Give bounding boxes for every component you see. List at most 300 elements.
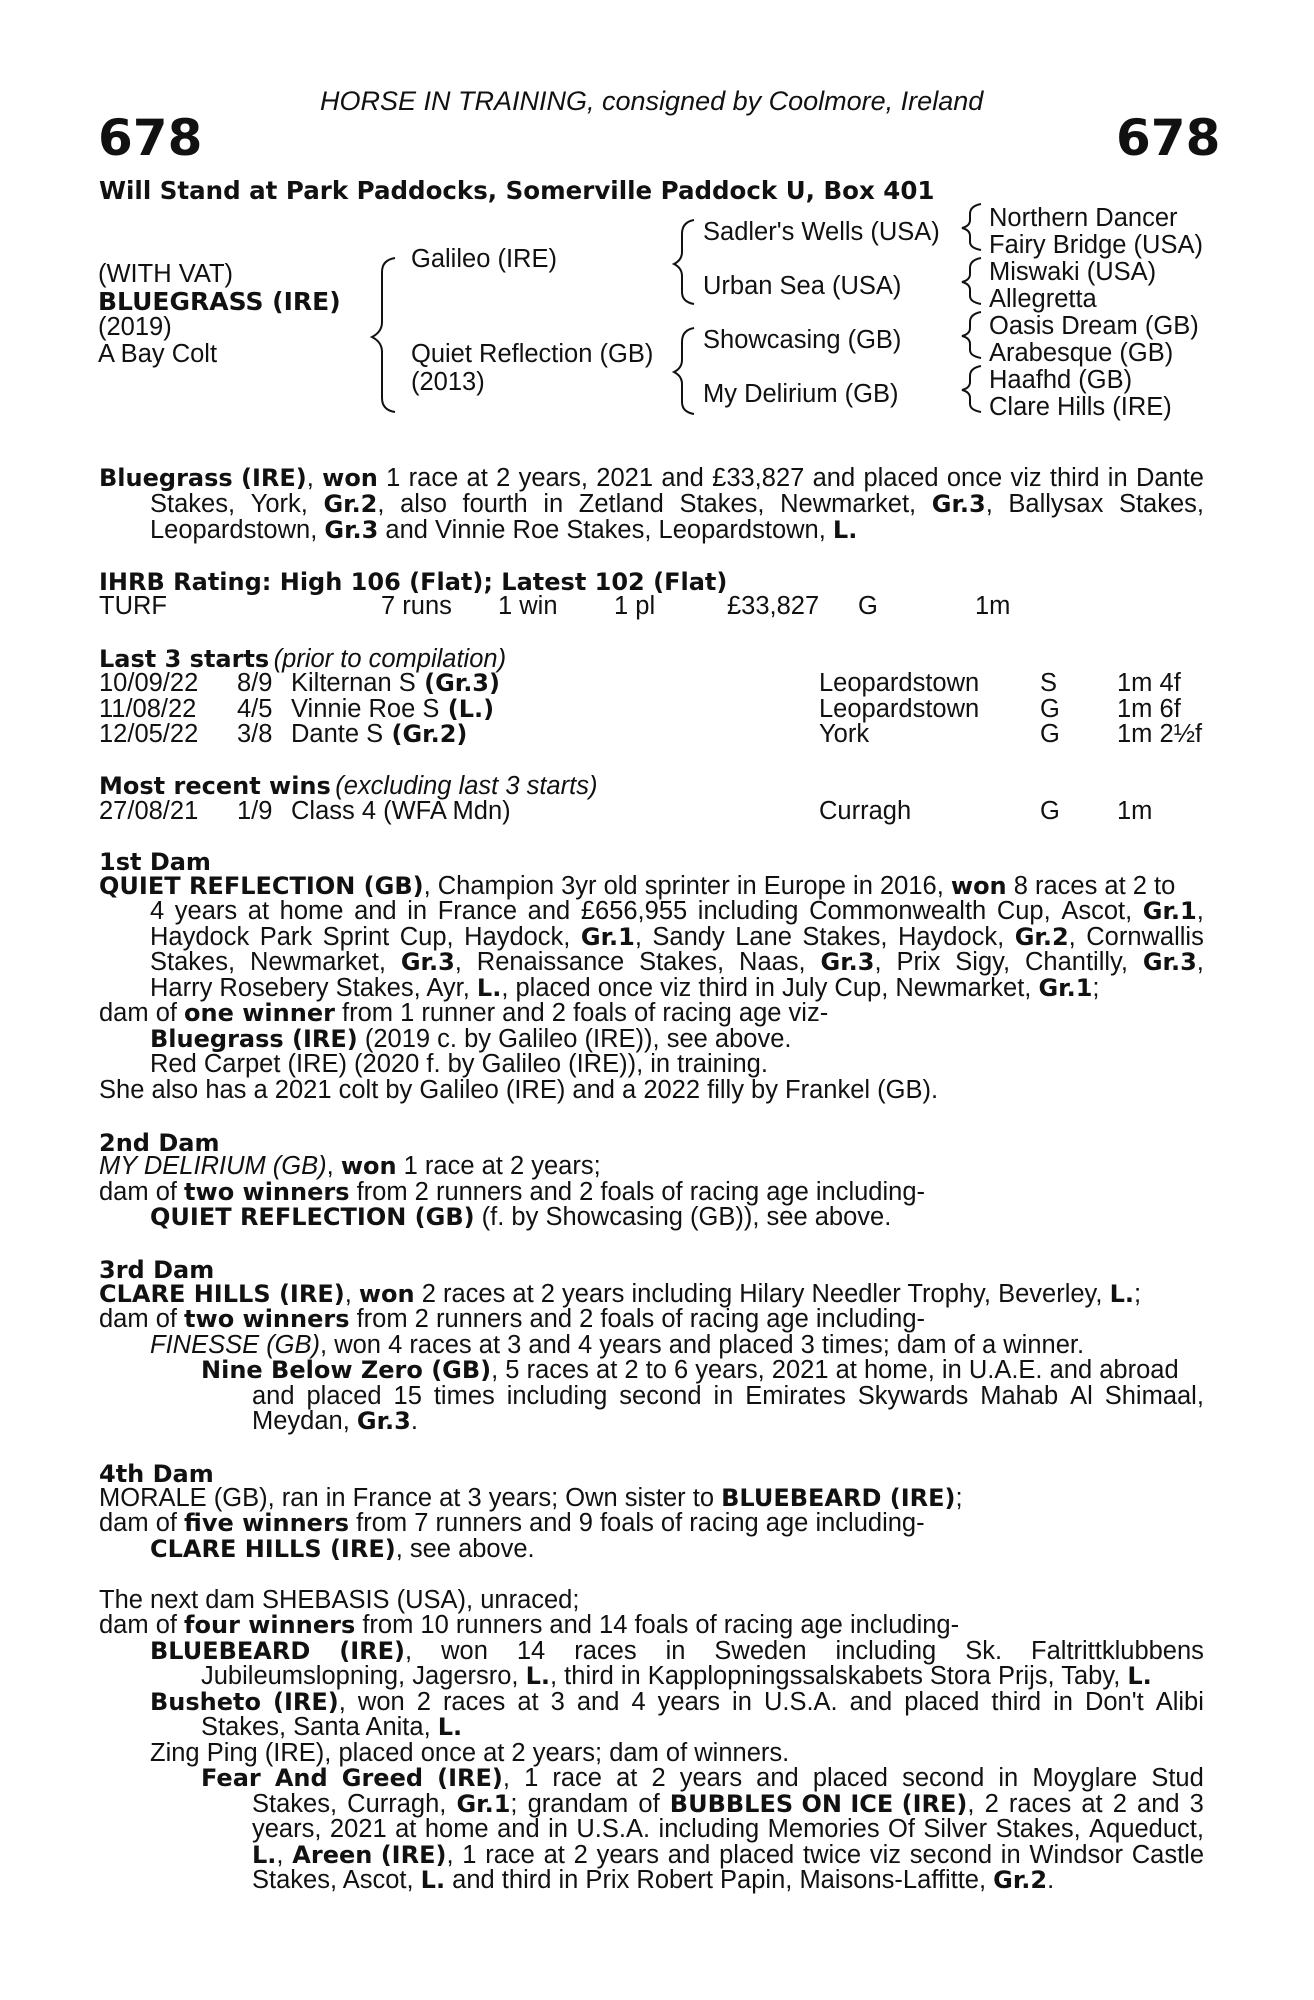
bold-text: Gr.3: [1142, 948, 1197, 976]
word: Sprint: [322, 923, 390, 951]
word: [467, 466, 488, 492]
bold-text: Bluegrass (IRE): [150, 1025, 358, 1053]
word: Haydock,: [464, 923, 571, 951]
word: Haydock,: [897, 923, 1005, 951]
word: [998, 1766, 1018, 1792]
recent-wins-note: (excluding last 3 starts): [335, 772, 598, 800]
dam-line: [150, 1690, 1204, 1716]
rating-heading: IHRB Rating: High 106 (Flat); Latest 102 (Flat): [99, 568, 728, 596]
bold-text: L.: [1127, 1662, 1152, 1690]
text-run: Stakes,: [252, 1790, 338, 1818]
pedigree-sire: Galileo (IRE): [411, 245, 557, 273]
text-run: ,: [405, 1637, 413, 1665]
text-run: at: [517, 1688, 539, 1716]
text-run: Sweden: [714, 1637, 807, 1665]
text-run: Stud: [1151, 1764, 1204, 1792]
word: Stakes,: [995, 1815, 1081, 1843]
text-run: 4: [631, 1688, 646, 1716]
bold-text: Gr.2: [993, 1866, 1048, 1894]
horse-description: A Bay Colt: [98, 340, 218, 368]
text-run: ,: [967, 1790, 975, 1818]
recent-wins-title: Most recent wins: [99, 772, 331, 800]
text-run: and third in Prix Robert Papin, Maisons-Laffitte,: [445, 1866, 994, 1894]
text-run: in: [998, 1764, 1019, 1792]
bold-text: L.: [832, 516, 858, 544]
word: in: [407, 897, 428, 925]
text-run: Sk.: [965, 1637, 1003, 1665]
text-run: Moyglare: [1032, 1764, 1138, 1792]
word: [863, 466, 938, 492]
text-run: Faltrittklubbens: [1031, 1637, 1204, 1665]
text-run: races: [442, 1688, 506, 1716]
word: Ascot,: [1061, 897, 1133, 925]
start-date: 10/09/22: [99, 669, 199, 697]
text-run: at: [466, 464, 488, 492]
word: [485, 1843, 535, 1869]
word: [1132, 1843, 1204, 1869]
word: Gr.2,: [1014, 923, 1076, 951]
bold-text: Gr.2: [1014, 923, 1069, 951]
lot-number-right: 678: [1116, 109, 1221, 167]
word: [680, 1766, 742, 1792]
word: [1050, 466, 1100, 492]
word: [517, 1639, 545, 1665]
word: [991, 1690, 1041, 1716]
word: and: [354, 897, 397, 925]
horse-name: BLUEGRASS (IRE): [98, 287, 341, 316]
italic-text: FINESSE (GB): [150, 1331, 321, 1359]
text-run: and: [849, 1688, 893, 1716]
text-run: grandam: [527, 1790, 629, 1818]
bold-text: two winners: [184, 1178, 350, 1206]
text-run: placed: [863, 464, 939, 492]
start-date: 12/05/22: [99, 720, 199, 748]
dam-line: [201, 1358, 1179, 1384]
dam-line: [150, 1027, 791, 1053]
word: Cup,: [399, 923, 454, 951]
bold-text: (IRE): [437, 1764, 503, 1792]
word: [638, 1792, 659, 1818]
text-run: and: [661, 464, 704, 492]
bold-text: L.: [525, 1662, 551, 1690]
start-course: York: [819, 720, 870, 748]
pedigree-sdd: Allegretta: [989, 285, 1097, 313]
text-run: and: [576, 1688, 620, 1716]
text-run: ,: [985, 490, 993, 518]
word: Park: [259, 923, 313, 951]
word: Gr.3,: [820, 948, 882, 976]
word: [1151, 1766, 1203, 1792]
word: times: [433, 1382, 495, 1410]
dam-line: [99, 1001, 828, 1027]
word: [1137, 1792, 1180, 1818]
bold-text: Gr.3: [400, 948, 455, 976]
word: 4: [150, 897, 165, 925]
text-run: in: [1053, 1688, 1073, 1716]
pedigree-dsd: Arabesque (GB): [989, 339, 1174, 367]
word: [292, 1843, 453, 1869]
text-run: race: [485, 1841, 535, 1869]
pedigree-dss: Oasis Dream (GB): [989, 312, 1199, 340]
text-run: Alibi: [1155, 1688, 1204, 1716]
text-run: York,: [250, 490, 308, 518]
word: [528, 1792, 629, 1818]
text-run: , placed once viz third in July Cup, Newmarket,: [501, 974, 1039, 1002]
dam-line: [99, 1307, 925, 1333]
text-run: dam of: [99, 1611, 185, 1639]
text-run: Zetland: [578, 490, 664, 518]
word: [813, 1766, 888, 1792]
race-grade: (Gr.2): [383, 720, 468, 748]
word: [756, 1766, 799, 1792]
text-run: Harry Rosebery Stakes, Ayr,: [150, 974, 477, 1002]
word: [437, 1766, 510, 1792]
last-starts-note: (prior to compilation): [273, 645, 507, 673]
text-run: Leopardstown,: [150, 516, 325, 544]
text-run: ,: [502, 1764, 510, 1792]
text-run: third: [991, 1688, 1042, 1716]
text-run: won: [357, 1688, 405, 1716]
word: [1031, 1639, 1204, 1665]
word: [813, 466, 856, 492]
bold-text: Gr.1: [456, 1790, 511, 1818]
text-run: Meydan,: [252, 1407, 357, 1435]
text-run: .: [1047, 1866, 1055, 1894]
bold-text: Gr.3: [820, 948, 875, 976]
word: Al: [1070, 1382, 1093, 1410]
bold-text: L.: [252, 1841, 277, 1869]
recent-position: 1/9: [237, 797, 273, 825]
word: [1029, 1843, 1123, 1869]
word: Gr.3,: [1142, 948, 1204, 976]
word: Gr.1,: [1142, 897, 1204, 925]
word: [1190, 1792, 1204, 1818]
dam-line: [99, 874, 1175, 900]
word: [764, 1690, 838, 1716]
word: [904, 1690, 979, 1716]
recent-distance: 1m: [1117, 797, 1153, 825]
word: Newmarket,: [249, 948, 386, 976]
word: [1108, 466, 1128, 492]
word: Renaissance: [476, 948, 625, 976]
word: home: [424, 1815, 489, 1843]
word: [1001, 1843, 1021, 1869]
text-run: race: [552, 1764, 602, 1792]
dam-line: [150, 950, 1204, 976]
text-run: dam of: [99, 1305, 185, 1333]
dam-line: [150, 925, 1204, 951]
word: [596, 466, 653, 492]
word: [201, 1766, 261, 1792]
bold-text: Gr.1: [580, 923, 635, 951]
word: [1032, 1766, 1137, 1792]
text-run: from 2 runners and 2 foals of racing age including-: [349, 1178, 926, 1206]
bold-text: Gr.1: [1038, 974, 1093, 1002]
bold-text: Gr.3: [324, 516, 379, 544]
word: [666, 1639, 686, 1665]
race-grade: (L.): [439, 694, 495, 723]
text-run: from 7 runners and 9 foals of racing age including-: [349, 1509, 925, 1537]
bold-text: L.: [437, 1713, 463, 1741]
word: [342, 1766, 423, 1792]
text-run: 1: [386, 464, 401, 492]
text-run: second: [902, 1764, 985, 1792]
word: Commonwealth: [809, 897, 987, 925]
word: [668, 1843, 711, 1869]
word: and: [527, 897, 571, 925]
word: [275, 1766, 328, 1792]
word: [661, 466, 704, 492]
word: [251, 492, 308, 518]
text-run: 3: [550, 1688, 565, 1716]
bold-text: five winners: [184, 1509, 350, 1537]
text-run: at: [1081, 1790, 1103, 1818]
text-run: from 10 runners and 14 foals of racing age including-: [355, 1611, 960, 1639]
recent-going: G: [1040, 797, 1060, 825]
text-run: ,: [306, 464, 314, 492]
text-run: in: [1107, 464, 1128, 492]
start-position: 4/5: [237, 694, 273, 723]
italic-text: MY DELIRIUM (GB): [99, 1152, 327, 1180]
text-run: of: [638, 1790, 660, 1818]
text-run: and: [812, 464, 856, 492]
word: [910, 1843, 992, 1869]
bold-text: CLARE HILLS (IRE): [99, 1280, 345, 1308]
text-run: ;: [1092, 974, 1100, 1002]
text-run: races: [1008, 1790, 1072, 1818]
word: in: [713, 1382, 734, 1410]
dam-line: [150, 1333, 1084, 1359]
word: [577, 1690, 620, 1716]
text-run: Dante: [1135, 464, 1204, 492]
dam-line: [201, 1664, 1152, 1690]
dam-line: [99, 1511, 925, 1537]
lot-number-left: 678: [98, 109, 203, 167]
word: Memories: [767, 1815, 880, 1843]
word: U.S.A.: [576, 1815, 651, 1843]
word: including: [658, 1815, 760, 1843]
bold-text: L.: [1109, 1280, 1134, 1308]
word: [150, 1639, 310, 1665]
text-run: dam of: [99, 1178, 185, 1206]
word: [850, 1690, 893, 1716]
word: [386, 466, 400, 492]
recent-course: Curragh: [819, 797, 912, 825]
word: [544, 1843, 565, 1869]
dam-line: [99, 1180, 925, 1206]
bold-text: Nine Below Zero (GB): [201, 1356, 492, 1384]
text-run: Don't: [1084, 1688, 1144, 1716]
word: [1085, 1690, 1144, 1716]
dam-line: [150, 1205, 891, 1231]
start-race: Kilternan S (Gr.3): [291, 669, 500, 697]
dam-line: [252, 1384, 1204, 1410]
dam-line: Red Carpet (IRE) (2020 f. by Galileo (IRE)), in training.: [150, 1050, 768, 1078]
word: Shimaal,: [1104, 1382, 1204, 1410]
dam-line: [150, 1537, 535, 1563]
text-run: , Champion 3yr old sprinter in Europe in 2016,: [423, 872, 951, 900]
text-run: ,: [446, 1841, 454, 1869]
word: [443, 1690, 505, 1716]
bold-text: Bluegrass (IRE): [99, 464, 307, 492]
start-distance: 1m 2½f: [1117, 720, 1203, 748]
text-run: Stakes, Ascot,: [252, 1866, 421, 1894]
dam-line: [99, 1486, 963, 1512]
word: Stakes,: [150, 948, 236, 976]
horse-year: (2019): [98, 313, 172, 341]
word: [400, 492, 447, 518]
text-run: including: [835, 1637, 937, 1665]
text-run: U.S.A.: [763, 1688, 838, 1716]
text-run: and: [1137, 1790, 1180, 1818]
word: [932, 492, 993, 518]
word: [1136, 466, 1204, 492]
bold-text: Gr.3: [356, 1407, 411, 1435]
text-run: at: [543, 1841, 565, 1869]
word: [409, 466, 459, 492]
text-run: in: [665, 1637, 686, 1665]
word: home: [279, 897, 344, 925]
bold-text: And: [274, 1764, 328, 1792]
bold-text: won: [322, 464, 378, 492]
text-run: , third in Kapplopningssalskabets Stora Prijs, Taby,: [550, 1662, 1128, 1690]
word: [679, 492, 764, 518]
dam-line: [201, 1715, 462, 1741]
word: [252, 1843, 284, 1869]
text-run: , see above.: [395, 1535, 535, 1563]
word: [836, 1639, 937, 1665]
word: 2021: [329, 1815, 387, 1843]
bold-text: four winners: [184, 1611, 356, 1639]
rating-going: G: [858, 592, 878, 620]
fourth-dam-heading: 4th Dam: [99, 1460, 214, 1488]
word: [1009, 1792, 1071, 1818]
pedigree-sds: Miswaki (USA): [989, 258, 1157, 286]
word: [712, 466, 804, 492]
text-run: dam of: [99, 1509, 185, 1537]
word: Mahab: [980, 1382, 1059, 1410]
dam-line: [252, 1409, 418, 1435]
word: [1010, 466, 1041, 492]
start-race: Dante S (Gr.2): [291, 720, 468, 748]
bold-text: Gr.2: [323, 490, 378, 518]
word: [574, 1639, 636, 1665]
third-dam-heading: 3rd Dam: [99, 1256, 215, 1284]
bold-text: won: [950, 872, 1007, 900]
text-run: in: [543, 490, 564, 518]
word: 15: [393, 1382, 422, 1410]
text-run: won: [441, 1637, 488, 1665]
start-going: G: [1040, 694, 1060, 723]
word: [358, 1690, 405, 1716]
pedigree-dam-sire: Showcasing (GB): [703, 326, 902, 354]
word: [631, 1690, 645, 1716]
word: Sigy,: [955, 948, 1011, 976]
bold-text: Fear: [201, 1764, 261, 1792]
pedigree-sss: Northern Dancer: [989, 204, 1178, 232]
text-run: placed: [904, 1688, 980, 1716]
word: and: [497, 1815, 540, 1843]
word: Skywards: [857, 1382, 969, 1410]
word: [552, 1766, 602, 1792]
word: [1053, 1690, 1073, 1716]
summary-line: [150, 518, 857, 544]
text-run: viz: [1010, 464, 1042, 492]
dam-line: [99, 1613, 959, 1639]
text-run: 14: [516, 1637, 546, 1665]
text-run: placed: [719, 1841, 795, 1869]
bold-text: Greed: [341, 1764, 424, 1792]
text-run: ;: [1134, 1280, 1142, 1308]
word: [574, 1843, 588, 1869]
word: Stakes,: [639, 948, 725, 976]
text-run: ;: [510, 1790, 518, 1818]
text-run: fourth: [462, 490, 528, 518]
word: [551, 1690, 565, 1716]
text-run: Windsor: [1029, 1841, 1123, 1869]
text-run: 2: [496, 464, 511, 492]
race-grade: (Gr.3): [415, 669, 500, 697]
dam-line: [252, 1817, 1204, 1843]
word: Aqueduct,: [1089, 1815, 1204, 1843]
dam-line: [252, 1792, 1204, 1818]
start-going: S: [1040, 669, 1058, 697]
word: Cup,: [996, 897, 1051, 925]
dam-line: [252, 1868, 1054, 1894]
text-run: 1: [462, 1841, 477, 1869]
text-run: Jubileumslopning, Jagersro,: [201, 1662, 526, 1690]
rating-distance: 1m: [975, 592, 1011, 620]
bold-text: won: [340, 1152, 397, 1180]
rating-surface: TURF: [99, 592, 167, 620]
word: [985, 1792, 999, 1818]
dam-line: The next dam SHEBASIS (USA), unraced;: [99, 1586, 580, 1614]
text-run: Stakes,: [150, 490, 236, 518]
word: [732, 1690, 752, 1716]
word: Haydock: [150, 923, 250, 951]
text-run: 2: [573, 1841, 588, 1869]
word: [714, 1639, 806, 1665]
word: in: [548, 1815, 568, 1843]
dam-line: Zing Ping (IRE), placed once at 2 years; dam of winners.: [150, 1739, 790, 1767]
text-run: 8 races at 2 to: [1006, 872, 1176, 900]
start-race: Vinnie Roe S (L.): [291, 694, 495, 723]
start-date: 11/08/22: [99, 694, 197, 723]
text-run: dam of: [99, 999, 185, 1027]
word: [579, 492, 664, 518]
word: [339, 1639, 412, 1665]
text-run: ,: [326, 1152, 341, 1180]
pedigree-dam-year: (2013): [411, 368, 485, 396]
dam-line: [150, 899, 1204, 925]
text-run: ,: [377, 490, 385, 518]
word: [780, 492, 916, 518]
rating-earnings: £33,827: [727, 592, 820, 620]
word: [543, 492, 563, 518]
text-run: in: [1000, 1841, 1021, 1869]
word: Stakes,: [802, 923, 888, 951]
bold-text: L.: [420, 1866, 446, 1894]
text-run: third: [1049, 464, 1100, 492]
word: [1113, 1792, 1127, 1818]
text-run: race: [408, 464, 459, 492]
pedigree-ssd: Fairy Bridge (USA): [989, 231, 1203, 259]
start-distance: 1m 4f: [1117, 669, 1181, 697]
bold-text: (IRE): [273, 1688, 339, 1716]
word: [1008, 492, 1103, 518]
text-run: .: [410, 1407, 418, 1435]
word: £656,955: [580, 897, 688, 925]
